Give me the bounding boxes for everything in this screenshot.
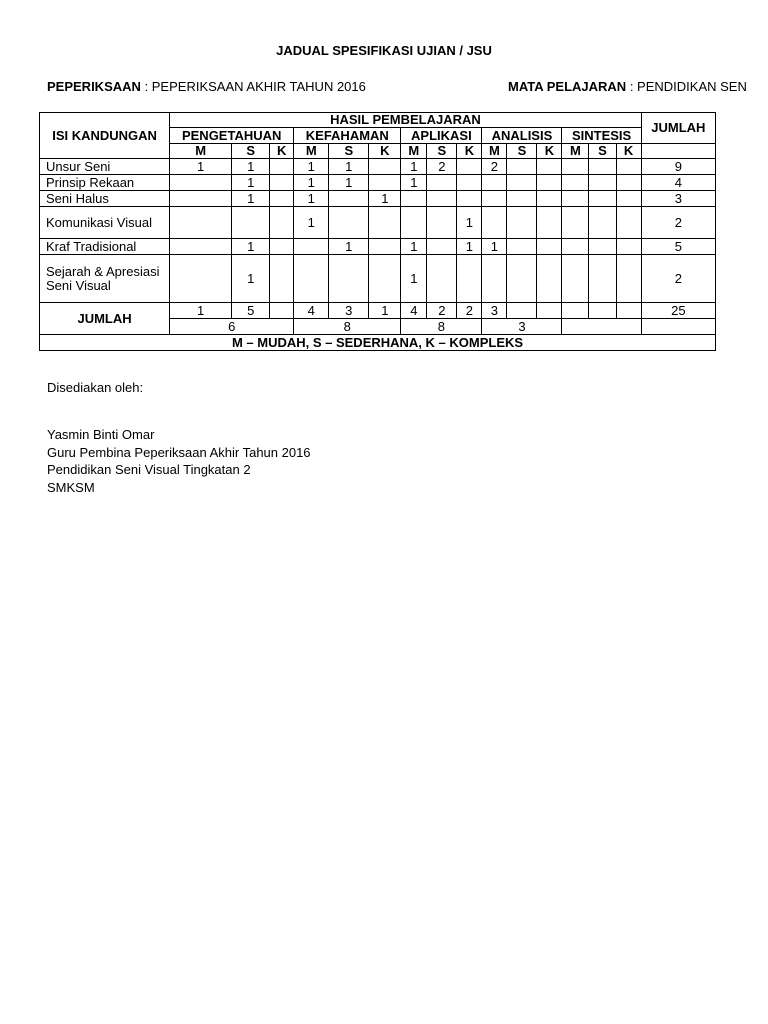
- group-total-blank: [641, 319, 715, 335]
- table-row: [40, 175, 716, 191]
- subject-value: : PENDIDIKAN SEN: [626, 79, 747, 94]
- value-cell: [616, 175, 641, 191]
- value-cell: [507, 191, 537, 207]
- value-cell: 1: [369, 191, 401, 207]
- value-cell: [589, 207, 616, 239]
- signatory-name: Yasmin Binti Omar: [47, 427, 155, 442]
- row-total-cell: 4: [641, 175, 715, 191]
- value-cell: 1: [232, 191, 270, 207]
- value-cell: [562, 255, 589, 303]
- topic-cell: Unsur Seni: [40, 159, 170, 175]
- jumlah-value-cell: 1: [170, 303, 232, 319]
- group-total-cell: [562, 319, 641, 335]
- table-row: [40, 191, 716, 207]
- value-cell: [401, 207, 427, 239]
- jumlah-header: JUMLAH: [641, 113, 715, 144]
- exam-label: PEPERIKSAAN: [47, 79, 141, 94]
- value-cell: [537, 239, 562, 255]
- value-cell: [329, 255, 369, 303]
- value-cell: 1: [170, 159, 232, 175]
- value-cell: 1: [329, 239, 369, 255]
- level-header: M: [562, 144, 589, 159]
- value-cell: [369, 175, 401, 191]
- value-cell: [457, 191, 482, 207]
- value-cell: 1: [232, 175, 270, 191]
- topic-cell: Prinsip Rekaan: [40, 175, 170, 191]
- value-cell: 1: [401, 239, 427, 255]
- jumlah-value-cell: [589, 303, 616, 319]
- subject-label: MATA PELAJARAN: [508, 79, 627, 94]
- value-cell: [482, 191, 507, 207]
- group-total-cell: 8: [401, 319, 482, 335]
- value-cell: [270, 191, 294, 207]
- subject-info: [508, 79, 747, 94]
- value-cell: [562, 191, 589, 207]
- header-row-1: [40, 113, 716, 128]
- value-cell: 1: [294, 207, 329, 239]
- group-header: ANALISIS: [482, 128, 562, 144]
- group-total-cell: 6: [170, 319, 294, 335]
- level-header: S: [427, 144, 457, 159]
- value-cell: [170, 207, 232, 239]
- value-cell: [294, 239, 329, 255]
- row-total-cell: 2: [641, 255, 715, 303]
- value-cell: [170, 191, 232, 207]
- value-cell: [562, 239, 589, 255]
- group-header: APLIKASI: [401, 128, 482, 144]
- jumlah-value-cell: [562, 303, 589, 319]
- group-header: PENGETAHUAN: [170, 128, 294, 144]
- value-cell: [562, 159, 589, 175]
- value-cell: [457, 159, 482, 175]
- value-cell: [616, 207, 641, 239]
- value-cell: [589, 239, 616, 255]
- row-total-cell: 3: [641, 191, 715, 207]
- page-title: JADUAL SPESIFIKASI UJIAN / JSU: [276, 43, 492, 58]
- jumlah-value-cell: [537, 303, 562, 319]
- value-cell: 2: [482, 159, 507, 175]
- level-header: M: [294, 144, 329, 159]
- jumlah-value-cell: 3: [329, 303, 369, 319]
- value-cell: [616, 239, 641, 255]
- row-total-cell: 9: [641, 159, 715, 175]
- group-total-cell: 3: [482, 319, 562, 335]
- jumlah-value-cell: [507, 303, 537, 319]
- value-cell: [537, 159, 562, 175]
- value-cell: 1: [232, 159, 270, 175]
- value-cell: [427, 175, 457, 191]
- topic-cell: Kraf Tradisional: [40, 239, 170, 255]
- hasil-pembelajaran-header: HASIL PEMBELAJARAN: [170, 113, 642, 128]
- signatory-subject: Pendidikan Seni Visual Tingkatan 2: [47, 462, 251, 477]
- value-cell: [589, 159, 616, 175]
- value-cell: [482, 207, 507, 239]
- value-cell: [507, 239, 537, 255]
- value-cell: [270, 239, 294, 255]
- value-cell: [401, 191, 427, 207]
- jumlah-value-cell: 5: [232, 303, 270, 319]
- value-cell: [329, 191, 369, 207]
- level-header: S: [589, 144, 616, 159]
- group-header: SINTESIS: [562, 128, 641, 144]
- value-cell: [616, 191, 641, 207]
- level-header: S: [232, 144, 270, 159]
- level-header: K: [369, 144, 401, 159]
- value-cell: [537, 255, 562, 303]
- value-cell: [270, 255, 294, 303]
- value-cell: [482, 255, 507, 303]
- value-cell: [457, 175, 482, 191]
- level-header: M: [482, 144, 507, 159]
- value-cell: [507, 159, 537, 175]
- level-header: M: [170, 144, 232, 159]
- grand-total-cell: 25: [641, 303, 715, 319]
- value-cell: [457, 255, 482, 303]
- level-header: M: [401, 144, 427, 159]
- table-row: [40, 207, 716, 239]
- value-cell: [170, 239, 232, 255]
- value-cell: [369, 159, 401, 175]
- level-header: K: [270, 144, 294, 159]
- jumlah-value-cell: 1: [369, 303, 401, 319]
- table-row: [40, 255, 716, 303]
- jumlah-value-cell: 2: [457, 303, 482, 319]
- table-row: [40, 159, 716, 175]
- row-total-cell: 2: [641, 207, 715, 239]
- value-cell: 1: [329, 175, 369, 191]
- value-cell: [537, 207, 562, 239]
- group-total-cell: 8: [294, 319, 401, 335]
- value-cell: [537, 191, 562, 207]
- legend-row: [40, 335, 716, 351]
- topic-cell: Seni Halus: [40, 191, 170, 207]
- value-cell: [329, 207, 369, 239]
- value-cell: [369, 239, 401, 255]
- value-cell: 1: [401, 175, 427, 191]
- level-header: S: [507, 144, 537, 159]
- value-cell: [232, 207, 270, 239]
- value-cell: [427, 207, 457, 239]
- jumlah-header-blank: [641, 144, 715, 159]
- value-cell: 1: [457, 239, 482, 255]
- value-cell: [507, 207, 537, 239]
- level-header: K: [537, 144, 562, 159]
- value-cell: 1: [294, 191, 329, 207]
- group-header: KEFAHAMAN: [294, 128, 401, 144]
- jumlah-row: [40, 303, 716, 319]
- value-cell: 1: [401, 255, 427, 303]
- value-cell: [562, 175, 589, 191]
- value-cell: [589, 255, 616, 303]
- value-cell: [170, 175, 232, 191]
- specification-table: [39, 112, 716, 351]
- signatory-block: [47, 426, 311, 496]
- value-cell: 1: [232, 255, 270, 303]
- value-cell: [427, 255, 457, 303]
- value-cell: [270, 159, 294, 175]
- value-cell: [537, 175, 562, 191]
- level-header: K: [457, 144, 482, 159]
- value-cell: [589, 175, 616, 191]
- value-cell: 1: [329, 159, 369, 175]
- jumlah-value-cell: [616, 303, 641, 319]
- exam-value: : PEPERIKSAAN AKHIR TAHUN 2016: [140, 79, 366, 94]
- value-cell: [427, 191, 457, 207]
- exam-info: [47, 79, 366, 94]
- level-header: K: [616, 144, 641, 159]
- jumlah-value-cell: 3: [482, 303, 507, 319]
- jumlah-value-cell: [270, 303, 294, 319]
- value-cell: [616, 159, 641, 175]
- topic-cell: Sejarah & Apresiasi Seni Visual: [40, 255, 170, 303]
- value-cell: 1: [482, 239, 507, 255]
- isi-kandungan-header: ISI KANDUNGAN: [40, 113, 170, 159]
- jumlah-label: JUMLAH: [40, 303, 170, 335]
- level-header: S: [329, 144, 369, 159]
- jumlah-value-cell: 4: [401, 303, 427, 319]
- signatory-school: SMKSM: [47, 479, 95, 495]
- signatory-role: Guru Pembina Peperiksaan Akhir Tahun 2016: [47, 444, 311, 460]
- value-cell: [369, 207, 401, 239]
- value-cell: [294, 255, 329, 303]
- value-cell: [482, 175, 507, 191]
- value-cell: [562, 207, 589, 239]
- topic-cell: Komunikasi Visual: [40, 207, 170, 239]
- value-cell: [369, 255, 401, 303]
- value-cell: 1: [294, 159, 329, 175]
- value-cell: 1: [294, 175, 329, 191]
- value-cell: 1: [457, 207, 482, 239]
- legend-text: M – MUDAH, S – SEDERHANA, K – KOMPLEKS: [40, 335, 716, 351]
- value-cell: [427, 239, 457, 255]
- row-total-cell: 5: [641, 239, 715, 255]
- jumlah-value-cell: 4: [294, 303, 329, 319]
- value-cell: [507, 255, 537, 303]
- value-cell: 2: [427, 159, 457, 175]
- value-cell: [170, 255, 232, 303]
- value-cell: [507, 175, 537, 191]
- value-cell: 1: [401, 159, 427, 175]
- table-row: [40, 239, 716, 255]
- value-cell: [270, 207, 294, 239]
- value-cell: [616, 255, 641, 303]
- value-cell: [270, 175, 294, 191]
- value-cell: [589, 191, 616, 207]
- prepared-by-label: Disediakan oleh:: [47, 380, 144, 395]
- jumlah-value-cell: 2: [427, 303, 457, 319]
- value-cell: 1: [232, 239, 270, 255]
